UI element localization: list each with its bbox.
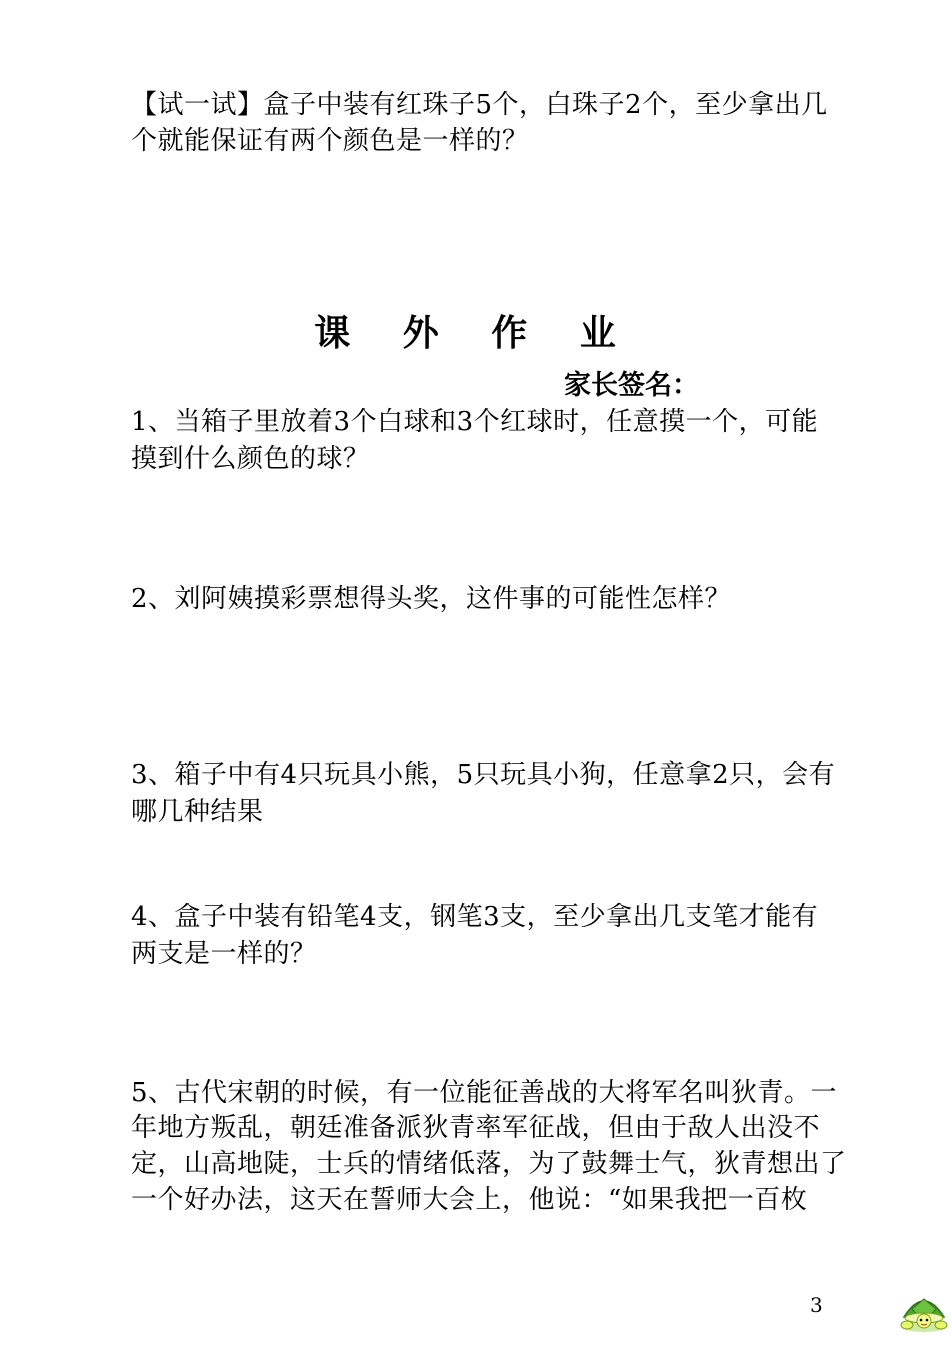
turtle-icon [898,1285,950,1335]
trial-line-2: 个就能保证有两个颜色是一样的？ [131,126,529,156]
q2-line-1: 2、刘阿姨摸彩票想得头奖，这件事的可能性怎样？ [131,584,732,614]
q5-line-3: 定，山高地陡，士兵的情绪低落，为了鼓舞士气，狄青想出了 [131,1149,847,1179]
parent-signature-label: 家长签名： [564,370,699,401]
q3-line-2: 哪几种结果 [131,797,264,827]
page-number: 3 [810,1293,823,1317]
q1-line-2: 摸到什么颜色的球？ [131,444,370,474]
q4-line-2: 两支是一样的？ [131,939,317,969]
trial-line-1: 【试一试】盒子中装有红珠子5个，白珠子2个，至少拿出几 [131,90,828,120]
q5-line-2: 年地方叛乱，朝廷准备派狄青率军征战，但由于敌人出没不 [131,1113,821,1143]
q5-line-4: 一个好办法，这天在誓师大会上，他说：“如果我把一百枚 [131,1185,808,1215]
q5-line-1: 5、古代宋朝的时候，有一位能征善战的大将军名叫狄青。一 [131,1078,838,1108]
q3-line-1: 3、箱子中有4只玩具小熊，5只玩具小狗，任意拿2只，会有 [131,760,836,790]
q1-line-1: 1、当箱子里放着3个白球和3个红球时，任意摸一个，可能 [131,407,819,437]
q4-line-1: 4、盒子中装有铅笔4支，钢笔3支，至少拿出几支笔才能有 [131,902,819,932]
section-title: 课 外 作 业 [314,313,636,354]
